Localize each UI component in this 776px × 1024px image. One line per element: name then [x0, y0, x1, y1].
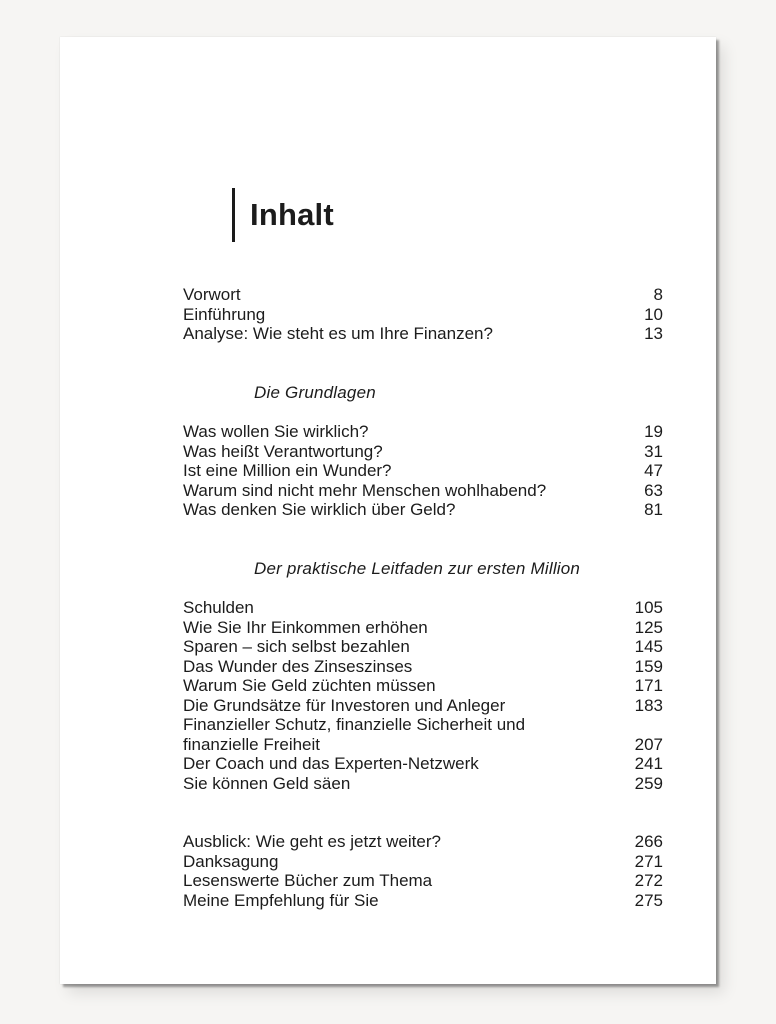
- entry-title: Sie können Geld säen: [183, 773, 351, 793]
- entry-title: Finanzieller Schutz, finanzielle Sicherheit und: [183, 715, 526, 734]
- toc-group: [183, 832, 663, 910]
- entry-title: Was wollen Sie wirklich?: [183, 422, 369, 441]
- section-heading: Die Grundlagen: [254, 382, 376, 402]
- entry-title: Ausblick: Wie geht es jetzt weiter?: [183, 832, 441, 851]
- page-title: Inhalt: [232, 188, 663, 242]
- entry-title: Schulden: [183, 598, 254, 617]
- entry-page-number: 145: [634, 637, 663, 656]
- toc-entry: [183, 461, 663, 481]
- toc-groups: [183, 285, 663, 910]
- entry-page-number: 272: [634, 871, 663, 890]
- toc-entries: [183, 598, 663, 793]
- toc-entry: [183, 324, 663, 344]
- toc-group: [183, 383, 663, 520]
- entry-page-number: 63: [644, 480, 663, 500]
- entry-title: Was denken Sie wirklich über Geld?: [183, 500, 456, 519]
- toc-entry: [183, 598, 663, 618]
- toc-group: [183, 285, 663, 344]
- toc-entry: [183, 754, 663, 774]
- toc-entries: [183, 285, 663, 344]
- toc-entry: [183, 735, 663, 755]
- entry-page-number: 183: [634, 695, 663, 715]
- entry-page-number: 31: [644, 441, 663, 461]
- entry-page-number: 171: [634, 676, 663, 695]
- toc-entry: [183, 774, 663, 794]
- entry-page-number: 125: [634, 617, 663, 637]
- entry-page-number: 10: [644, 304, 663, 324]
- toc-entry: [183, 422, 663, 442]
- toc-entries: [183, 422, 663, 520]
- entry-page-number: 13: [644, 324, 663, 343]
- entry-title: Wie Sie Ihr Einkommen erhöhen: [183, 617, 428, 637]
- entry-page-number: 241: [634, 754, 663, 773]
- entry-title: Warum sind nicht mehr Menschen wohlhabend?: [183, 480, 547, 500]
- toc-entry: [183, 715, 663, 735]
- toc-entry: [183, 696, 663, 716]
- toc-entry: [183, 285, 663, 305]
- toc-entry: [183, 891, 663, 911]
- toc-entry: [183, 637, 663, 657]
- entry-page-number: 259: [634, 773, 663, 793]
- table-of-contents: [183, 188, 663, 910]
- entry-title: Analyse: Wie steht es um Ihre Finanzen?: [183, 324, 493, 343]
- section-heading: Der praktische Leitfaden zur ersten Million: [254, 558, 581, 578]
- entry-title: Das Wunder des Zinseszinses: [183, 656, 413, 676]
- entry-title: Der Coach und das Experten-Netzwerk: [183, 754, 479, 773]
- entry-page-number: 275: [634, 890, 663, 910]
- toc-group: [183, 559, 663, 794]
- toc-entry: [183, 676, 663, 696]
- entry-title: Vorwort: [183, 285, 241, 304]
- entry-title: Sparen – sich selbst bezahlen: [183, 637, 410, 656]
- entry-title: Ist eine Million ein Wunder?: [183, 461, 392, 480]
- toc-entries: [183, 832, 663, 910]
- toc-entry: [183, 500, 663, 520]
- entry-title: Einführung: [183, 304, 266, 324]
- toc-entry: [183, 618, 663, 638]
- entry-page-number: 105: [634, 598, 663, 617]
- entry-title: Warum Sie Geld züchten müssen: [183, 676, 436, 695]
- entry-page-number: 8: [653, 285, 663, 304]
- entry-title: Lesenswerte Bücher zum Thema: [183, 871, 433, 890]
- entry-title: finanzielle Freiheit: [183, 734, 321, 754]
- entry-page-number: 266: [634, 832, 663, 851]
- entry-page-number: 207: [634, 734, 663, 754]
- toc-entry: [183, 657, 663, 677]
- entry-title: Die Grundsätze für Investoren und Anleger: [183, 695, 506, 715]
- entry-title: Meine Empfehlung für Sie: [183, 890, 379, 910]
- toc-entry: [183, 852, 663, 872]
- toc-entry: [183, 305, 663, 325]
- entry-page-number: 19: [644, 422, 663, 441]
- toc-entry: [183, 481, 663, 501]
- toc-entry: [183, 871, 663, 891]
- entry-page-number: 47: [644, 461, 663, 480]
- toc-entry: [183, 442, 663, 462]
- entry-page-number: 271: [634, 851, 663, 871]
- entry-page-number: 81: [644, 500, 663, 519]
- toc-entry: [183, 832, 663, 852]
- entry-page-number: 159: [634, 656, 663, 676]
- book-page: [60, 37, 716, 984]
- entry-title: Danksagung: [183, 851, 279, 871]
- entry-title: Was heißt Verantwortung?: [183, 441, 383, 461]
